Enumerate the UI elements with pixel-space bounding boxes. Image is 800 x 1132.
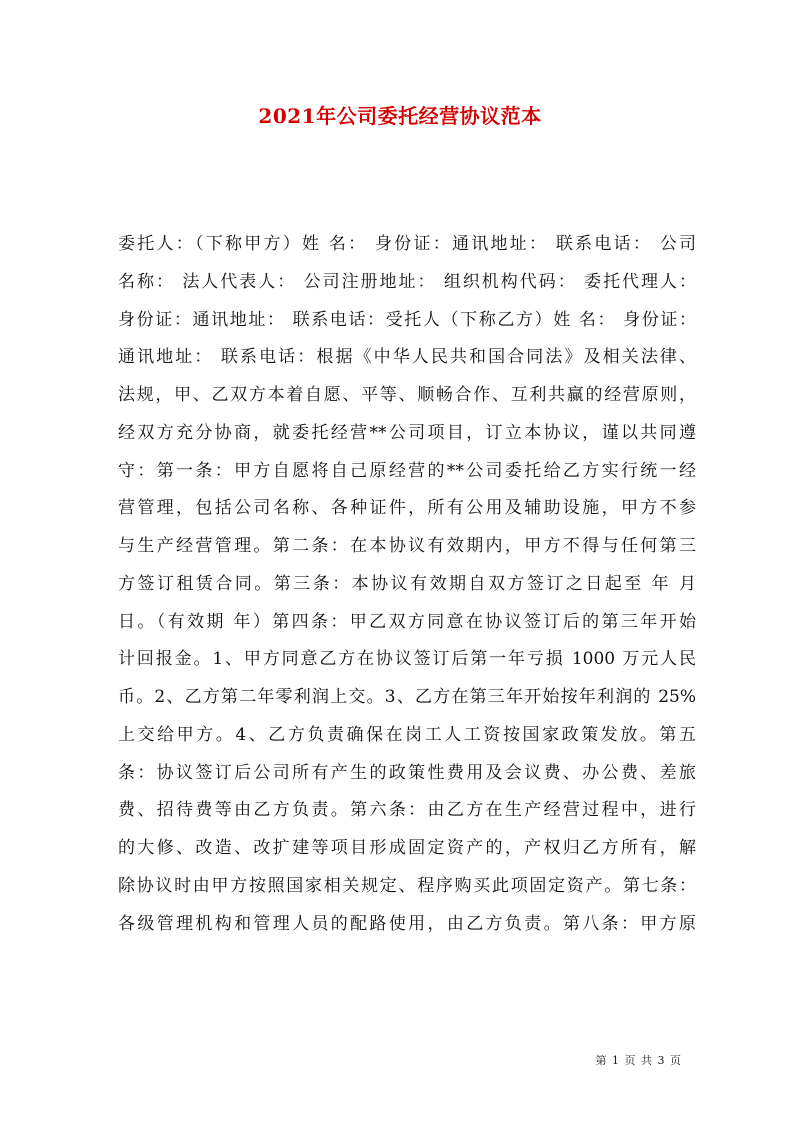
- body-line: 日。（有效期 年）第四条：甲乙双方同意在协议签订后的第三年开始: [118, 611, 696, 632]
- body-line: 的大修、改造、改扩建等项目形成固定资产的，产权归乙方所有，解: [118, 838, 696, 858]
- document-title: 2021年公司委托经营协议范本: [258, 104, 542, 128]
- body-line: 身份证：通讯地址： 联系电话：受托人（下称乙方）姓 名： 身份证：: [118, 309, 696, 330]
- body-line: 上交给甲方。4、乙方负责确保在岗工人工资按国家政策发放。第五: [118, 724, 696, 745]
- body-line: 名称： 法人代表人： 公司注册地址： 组织机构代码： 委托代理人：: [118, 271, 696, 292]
- body-line: 与生产经营管理。第二条：在本协议有效期内，甲方不得与任何第三: [118, 536, 696, 556]
- document-body: [118, 230, 696, 947]
- body-line: 除协议时由甲方按照国家相关规定、程序购买此项固定资产。第七条：: [118, 875, 696, 896]
- body-line: 条：协议签订后公司所有产生的政策性费用及会议费、办公费、差旅: [118, 762, 696, 783]
- body-line: 币。2、乙方第二年零利润上交。3、乙方在第三年开始按年利润的 25%: [118, 687, 696, 707]
- body-line: 计回报金。1、甲方同意乙方在协议签订后第一年亏损 1000 万元人民: [118, 649, 696, 670]
- body-line: 各级管理机构和管理人员的配路使用，由乙方负责。第八条：甲方原: [118, 913, 696, 934]
- body-line: 营管理，包括公司名称、各种证件，所有公用及辅助设施，甲方不参: [118, 498, 696, 519]
- body-line: 通讯地址： 联系电话：根据《中华人民共和国合同法》及相关法律、: [118, 347, 696, 368]
- page-number-footer: 第 1 页 共 3 页: [595, 1054, 682, 1067]
- body-line: 委托人：（下称甲方）姓 名： 身份证：通讯地址： 联系电话： 公司: [118, 234, 696, 254]
- body-line: 法规，甲、乙双方本着自愿、平等、顺畅合作、互利共赢的经营原则，: [118, 385, 696, 405]
- body-line: 方签订租赁合同。第三条：本协议有效期自双方签订之日起至 年 月: [118, 573, 696, 594]
- body-line: 费、招待费等由乙方负责。第六条：由乙方在生产经营过程中，进行: [118, 800, 696, 821]
- body-line: 守：第一条：甲方自愿将自己原经营的**公司委托给乙方实行统一经: [118, 460, 696, 481]
- body-line: 经双方充分协商，就委托经营**公司项目，订立本协议，谨以共同遵: [118, 422, 696, 443]
